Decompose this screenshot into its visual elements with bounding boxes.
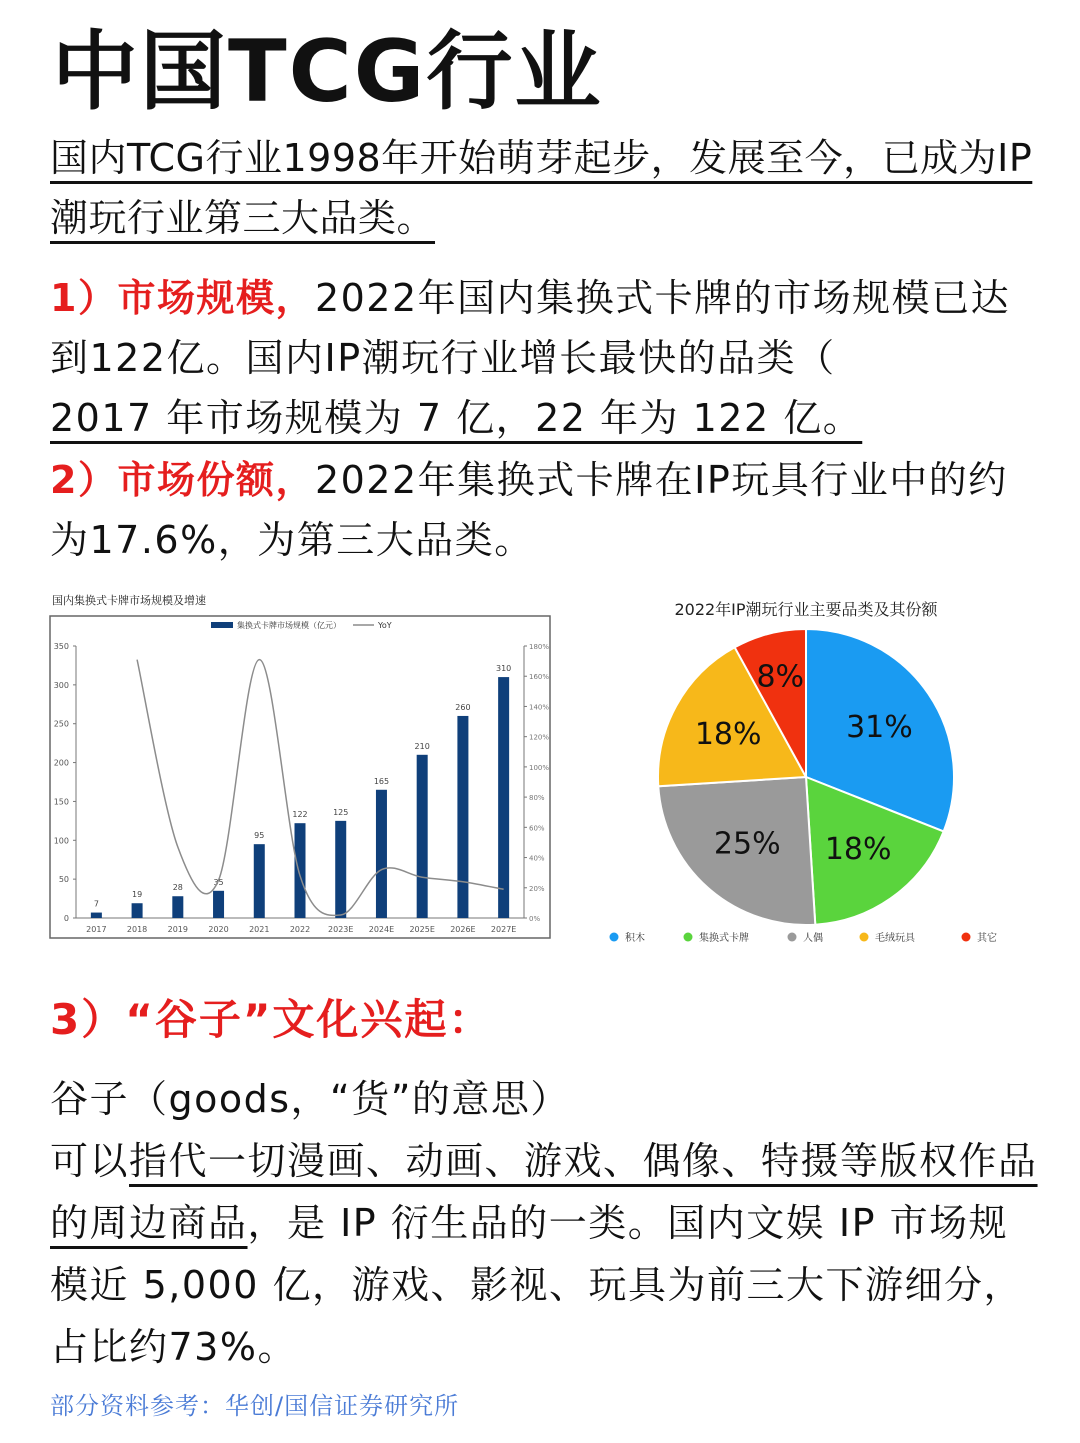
bar-value-label: 7: [93, 899, 99, 909]
pie-slice-label: 18%: [694, 717, 762, 753]
x-tick-label: 2023E: [328, 925, 354, 934]
bar-value-label: 35: [213, 877, 224, 887]
legend-label: 其它: [977, 933, 997, 944]
legend-bar-swatch: [211, 622, 233, 628]
right-y-tick-label: 180%: [529, 643, 550, 651]
left-y-tick-label: 250: [53, 719, 69, 729]
x-tick-label: 2021: [249, 925, 270, 934]
x-tick-label: 2024E: [368, 925, 395, 934]
bar: [417, 755, 428, 918]
right-y-tick-label: 80%: [529, 794, 545, 803]
legend-swatch: [684, 933, 693, 942]
legend-label: 集换式卡牌: [699, 933, 749, 944]
bar-value-label: 28: [172, 883, 183, 893]
right-y-tick-label: 0%: [529, 915, 541, 923]
right-y-tick-label: 140%: [529, 703, 550, 712]
x-tick-label: 2026E: [450, 925, 476, 934]
left-y-tick-label: 150: [53, 797, 69, 807]
left-y-tick-label: 50: [58, 875, 69, 885]
left-y-tick-label: 200: [53, 758, 69, 768]
legend-swatch: [610, 933, 619, 942]
page-title: 中国TCG行业: [52, 22, 603, 122]
pie-slice-label: 8%: [756, 659, 805, 695]
bar-value-label: 165: [373, 776, 390, 786]
right-y-tick-label: 160%: [529, 673, 550, 682]
bar: [91, 913, 102, 918]
market-size-chart: [48, 588, 554, 944]
legend-swatch: [860, 933, 869, 942]
point2-text: 2022年集换式卡牌在IP玩具行业中的约为17.6%，为第三大品类。: [50, 458, 1008, 562]
bar-value-label: 122: [292, 810, 308, 820]
left-y-tick-label: 0: [63, 914, 69, 923]
intro-text: 国内TCG行业1998年开始萌芽起步，发展至今，已成为IP潮玩行业第三大品类。: [50, 136, 1033, 240]
legend-label: 积木: [625, 933, 645, 944]
category-share-pie-chart: [596, 596, 1036, 956]
goods-desc-rest: ，是 IP 衍生品的一类。国内文娱 IP 市场规模近 5,000 亿，游戏、影视、玩具为前三大下游细分，占比约73%。: [50, 1201, 1023, 1369]
goods-desc-prefix: 可以: [50, 1139, 130, 1183]
legend-bar-label: 集换式卡牌市场规模（亿元）: [237, 621, 341, 630]
point-market-size: [50, 268, 1040, 448]
left-y-tick-label: 350: [53, 642, 69, 651]
source-note: 部分资料参考：华创/国信证券研究所: [50, 1392, 460, 1420]
x-tick-label: 2017: [86, 925, 107, 934]
bar: [213, 891, 224, 918]
bar: [335, 821, 346, 918]
left-y-tick-label: 100: [53, 836, 69, 846]
x-tick-label: 2020: [208, 925, 229, 934]
x-tick-label: 2027E: [490, 925, 517, 934]
bar: [376, 790, 387, 918]
x-tick-label: 2025E: [409, 925, 435, 934]
bar: [498, 677, 509, 918]
right-y-tick-label: 120%: [529, 733, 550, 742]
pie-slice-label: 18%: [824, 831, 892, 867]
legend-label: 毛绒玩具: [875, 933, 915, 944]
legend-line-label: YoY: [378, 621, 392, 630]
bar-value-label: 125: [333, 807, 349, 817]
bar: [295, 823, 306, 918]
bar: [254, 844, 265, 918]
bar-value-label: 210: [414, 741, 430, 751]
left-y-tick-label: 300: [53, 680, 69, 690]
bar-value-label: 260: [455, 702, 471, 712]
x-tick-label: 2022: [289, 925, 311, 934]
point1-underlined-text: 2017 年市场规模为 7 亿，22 年为 122 亿。: [50, 396, 863, 440]
bar-value-label: 19: [131, 890, 143, 900]
x-tick-label: 2019: [167, 925, 188, 934]
point1-label: 1）市场规模，: [50, 276, 315, 320]
pie-chart-title: 2022年IP潮玩行业主要品类及其份额: [674, 600, 938, 619]
legend-swatch: [962, 933, 971, 942]
legend-swatch: [788, 933, 797, 942]
bar-value-label: 310: [495, 664, 512, 674]
bar: [457, 716, 468, 918]
bar-value-label: 95: [254, 831, 265, 841]
point-market-share: [50, 450, 1040, 570]
right-y-tick-label: 60%: [529, 824, 545, 833]
point3-heading: 3）“谷子”文化兴起：: [50, 995, 493, 1044]
goods-definition: 谷子（goods，“货”的意思）: [50, 1077, 570, 1121]
legend-label: 人偶: [803, 933, 823, 944]
x-tick-label: 2018: [126, 925, 148, 934]
right-y-tick-label: 40%: [529, 854, 545, 863]
point1-text: 2022年国内集换式卡牌的市场规模已达到122亿。国内IP潮玩行业增长最快的品类（: [50, 276, 1011, 380]
point2-label: 2）市场份额，: [50, 458, 315, 502]
pie-slice-label: 25%: [713, 826, 781, 862]
goods-desc-underlined: 指代一切漫画、动画、游戏、偶像、特摄等版权作品的周边商品: [50, 1139, 1038, 1245]
bar: [172, 896, 183, 918]
right-y-tick-label: 20%: [529, 884, 545, 893]
bar-chart-title: 国内集换式卡牌市场规模及增速: [52, 594, 206, 607]
point-goods-culture-heading: [50, 990, 1040, 1050]
goods-description: [50, 1068, 1040, 1378]
pie-slice-label: 31%: [846, 710, 913, 746]
bar: [132, 903, 143, 918]
right-y-tick-label: 100%: [529, 763, 550, 772]
